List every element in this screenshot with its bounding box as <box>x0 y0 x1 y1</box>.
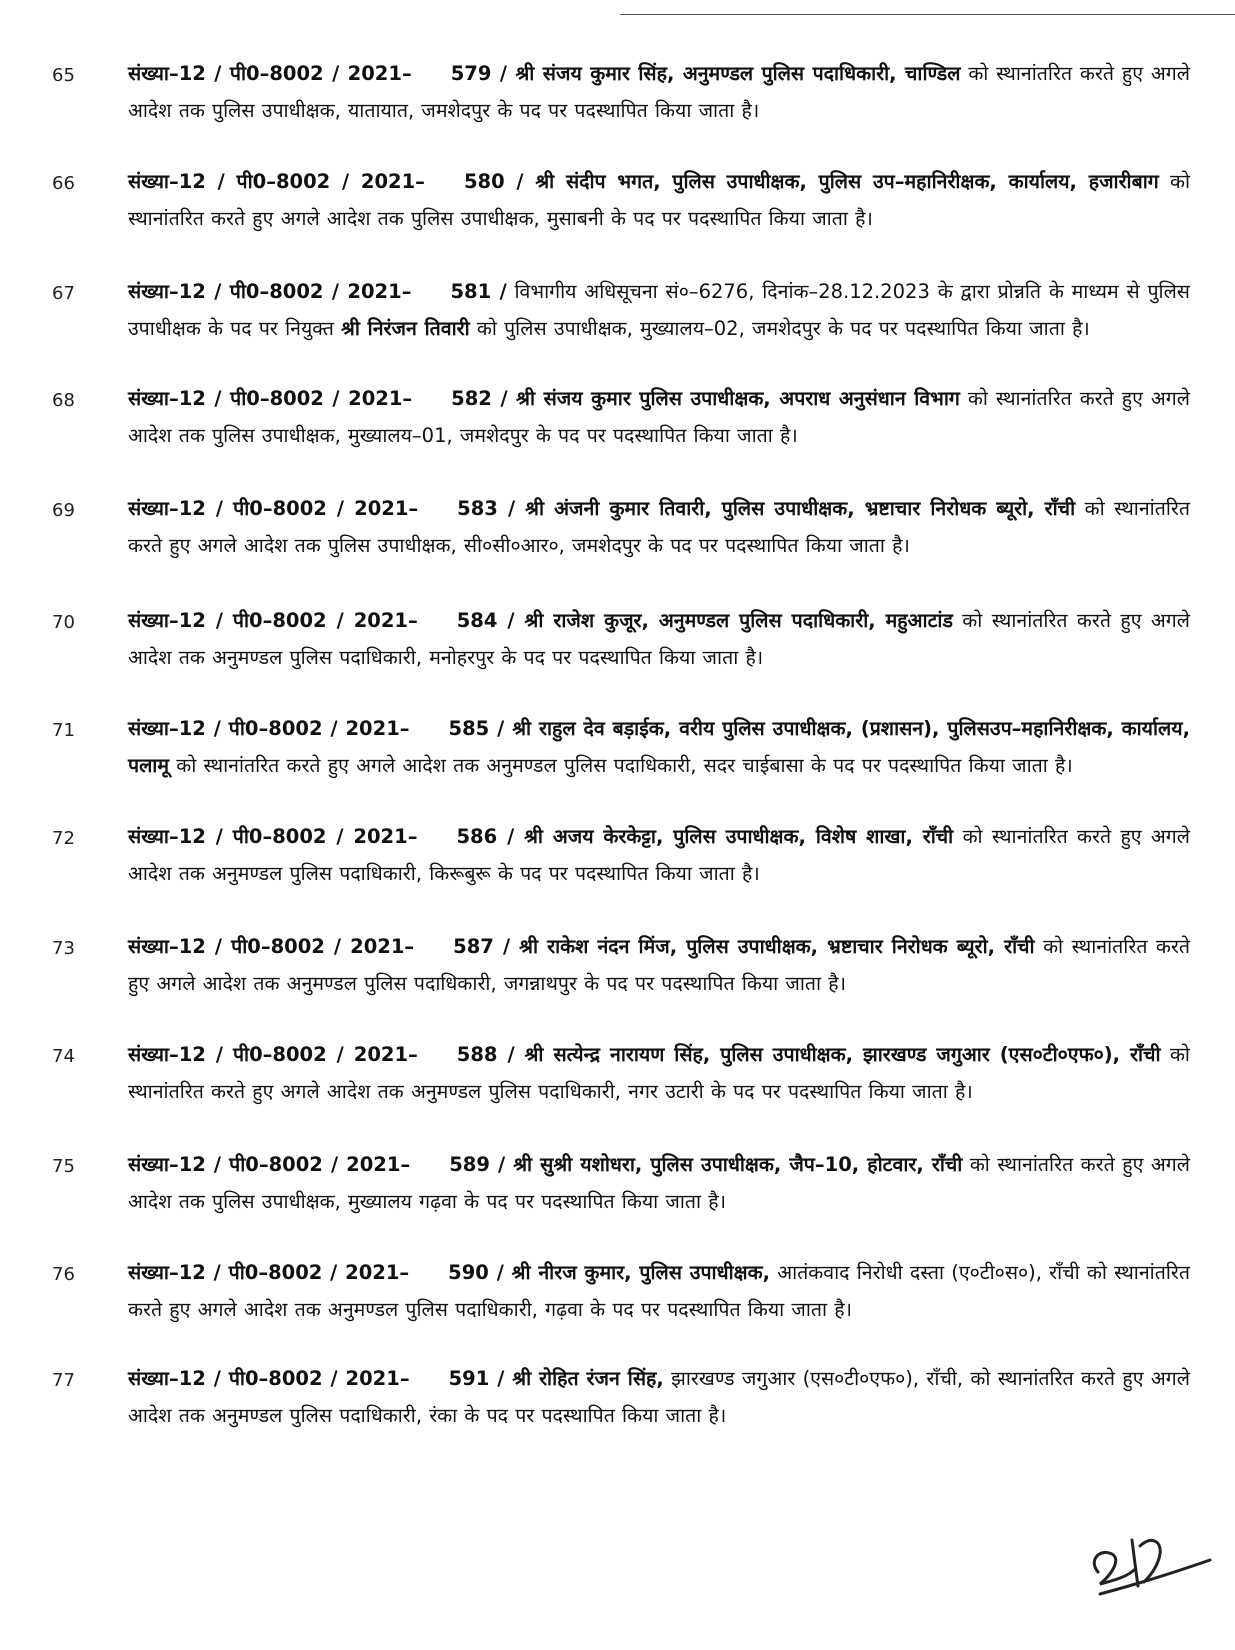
order-number: 588 / <box>456 1043 515 1066</box>
entry-paragraph <box>128 380 1190 454</box>
order-text: को स्थानांतरित करते हुए अगले आदेश तक अनुमण्डल पुलिस पदाधिकारी, सदर चाईबासा के पद पर पदस्थापित किया जाता है। <box>169 754 1073 777</box>
memo-reference-number: संख्या–12 / पी0–8002 / 2021– <box>128 62 412 85</box>
order-text: आतंकवाद निरोधी दस्ता (ए०टी०स०), राँची को स्थानांतरित करते हुए अगले आदेश तक अनुमण्डल पुलिस पदाधिकारी, गढ़वा के पद पर पदस्थापित किया जाता है। <box>128 1261 1190 1321</box>
entry-serial-number: 67 <box>52 283 75 304</box>
entry-paragraph <box>128 1146 1190 1220</box>
memo-reference-number: संख्या–12 / पी0–8002 / 2021– <box>128 1043 418 1066</box>
memo-reference-number: संख्या–12 / पी0–8002 / 2021– <box>128 280 412 303</box>
order-text: को स्थानांतरित करते हुए अगले आदेश तक पुलिस उपाधीक्षक, मुख्यालय–01, जमशेदपुर के पद पर पदस्थापित किया जाता है। <box>128 387 1190 447</box>
entry-serial-number: 74 <box>52 1046 75 1067</box>
entry-serial-number: 71 <box>52 720 75 741</box>
officer-and-posting: श्री संदीप भगत, पुलिस उपाधीक्षक, पुलिस उप–महानिरीक्षक, कार्यालय, हजारीबाग <box>523 170 1159 193</box>
entry-paragraph <box>128 1254 1190 1328</box>
order-number: 580 / <box>463 170 524 193</box>
entry-paragraph <box>128 163 1190 237</box>
order-text: को स्थानांतरित करते हुए अगले आदेश तक पुलिस उपाधीक्षक, मुख्यालय गढ़वा के पद पर पदस्थापित किया जाता है। <box>128 1153 1190 1213</box>
order-number: 585 / <box>448 717 505 740</box>
order-number: 582 / <box>451 387 508 410</box>
order-text: को स्थानांतरित करते हुए अगले आदेश तक पुलिस उपाधीक्षक, मुसाबनी के पद पर पदस्थापित किया जाता है। <box>128 170 1190 230</box>
memo-reference-number: संख्या–12 / पी0–8002 / 2021– <box>128 825 418 848</box>
entry-paragraph <box>128 1360 1190 1434</box>
order-number: 589 / <box>449 1153 506 1176</box>
officer-and-posting: श्री अजय केरकेट्टा, पुलिस उपाधीक्षक, विशेष शाखा, राँची <box>514 825 954 848</box>
entry-serial-number: 75 <box>52 1156 75 1177</box>
entry-serial-number: 73 <box>52 938 75 959</box>
entry-paragraph <box>128 490 1190 564</box>
officer-and-posting: श्री राकेश नंदन मिंज, पुलिस उपाधीक्षक, भ्रष्टाचार निरोधक ब्यूरो, राँची <box>510 935 1035 958</box>
memo-reference-number: संख्या–12 / पी0–8002 / 2021– <box>128 717 410 740</box>
officer-and-posting: श्री राहुल देव बड़ाईक, वरीय पुलिस उपाधीक्षक, (प्रशासन), पुलिसउप–महानिरीक्षक, कार्यालय, पलामू <box>128 717 1190 777</box>
order-text: को स्थानांतरित करते हुए अगले आदेश तक पुलिस उपाधीक्षक, सी०सी०आर०, जमशेदपुर के पद पर पदस्थापित किया जाता है। <box>128 497 1190 557</box>
memo-reference-number: संख्या–12 / पी0–8002 / 2021– <box>128 170 425 193</box>
officer-and-posting: श्री सुश्री यशोधरा, पुलिस उपाधीक्षक, जैप–10, होटवार, राँची <box>505 1153 963 1176</box>
order-number: 583 / <box>457 497 516 520</box>
entry-paragraph <box>128 710 1190 784</box>
entry-serial-number: 66 <box>52 173 75 194</box>
memo-reference-number: संख्या–12 / पी0–8002 / 2021– <box>128 387 413 410</box>
officer-and-posting: श्री अंजनी कुमार तिवारी, पुलिस उपाधीक्षक, भ्रष्टाचार निरोधक ब्यूरो, राँची <box>515 497 1076 520</box>
entry-paragraph <box>128 818 1190 892</box>
officer-and-posting: श्री संजय कुमार सिंह, अनुमण्डल पुलिस पदाधिकारी, चाण्डिल <box>507 62 961 85</box>
entry-serial-number: 72 <box>52 828 75 849</box>
order-text: को पुलिस उपाधीक्षक, मुख्यालय–02, जमशेदपुर के पद पर पदस्थापित किया जाता है। <box>469 317 1090 340</box>
officer-and-posting: श्री राजेश कुजूर, अनुमण्डल पुलिस पदाधिकारी, महुआटांड <box>514 609 953 632</box>
order-number: 581 / <box>450 280 507 303</box>
memo-reference-number: संख्या–12 / पी0–8002 / 2021– <box>128 1367 410 1390</box>
order-text: को स्थानांतरित करते हुए अगले आदेश तक अनुमण्डल पुलिस पदाधिकारी, जगन्नाथपुर के पद पर पदस्थापित किया जाता है। <box>128 935 1190 995</box>
order-text: को स्थानांतरित करते हुए अगले आदेश तक पुलिस उपाधीक्षक, यातायात, जमशेदपुर के पद पर पदस्थापित किया जाता है। <box>128 62 1190 122</box>
handwritten-initials <box>1070 1510 1220 1600</box>
officer-and-posting: श्री संजय कुमार पुलिस उपाधीक्षक, अपराध अनुसंधान विभाग <box>507 387 960 410</box>
memo-reference-number: संख्या–12 / पी0–8002 / 2021– <box>128 935 415 958</box>
entry-serial-number: 68 <box>52 390 75 411</box>
memo-reference-number: संख्या–12 / पी0–8002 / 2021– <box>128 1261 410 1284</box>
order-number: 579 / <box>450 62 507 85</box>
officer-and-posting: श्री नीरज कुमार, पुलिस उपाधीक्षक, <box>503 1261 770 1284</box>
order-number: 587 / <box>453 935 511 958</box>
order-number: 586 / <box>456 825 515 848</box>
order-text: को स्थानांतरित करते हुए अगले आदेश तक अनुमण्डल पुलिस पदाधिकारी, किरूबुरू के पद पर पदस्थापित किया जाता है। <box>128 825 1190 885</box>
order-text: को स्थानांतरित करते हुए अगले आदेश तक अनुमण्डल पुलिस पदाधिकारी, मनोहरपुर के पद पर पदस्थापित किया जाता है। <box>128 609 1190 669</box>
order-text: को स्थानांतरित करते हुए अगले आदेश तक अनुमण्डल पुलिस पदाधिकारी, नगर उटारी के पद पर पदस्थापित किया जाता है। <box>128 1043 1190 1103</box>
order-number: 584 / <box>456 609 515 632</box>
entry-paragraph <box>128 1036 1190 1110</box>
officer-and-posting: श्री सत्येन्द्र नारायण सिंह, पुलिस उपाधीक्षक, झारखण्ड जगुआर (एस०टी०एफ०), राँची <box>514 1043 1161 1066</box>
entry-serial-number: 70 <box>52 612 75 633</box>
memo-reference-number: संख्या–12 / पी0–8002 / 2021– <box>128 497 419 520</box>
order-number: 591 / <box>448 1367 505 1390</box>
entry-serial-number: 69 <box>52 500 75 521</box>
entry-paragraph <box>128 602 1190 676</box>
officer-and-posting: श्री निरंजन तिवारी <box>341 317 470 340</box>
order-text: झारखण्ड जगुआर (एस०टी०एफ०), राँची, को स्थानांतरित करते हुए अगले आदेश तक अनुमण्डल पुलिस पदाधिकारी, रंका के पद पर पदस्थापित किया जाता है। <box>128 1367 1190 1427</box>
order-number: 590 / <box>448 1261 504 1284</box>
memo-reference-number: संख्या–12 / पी0–8002 / 2021– <box>128 1153 411 1176</box>
entry-paragraph <box>128 273 1190 347</box>
entry-paragraph <box>128 55 1190 129</box>
entry-paragraph <box>128 928 1190 1002</box>
entry-serial-number: 65 <box>52 65 75 86</box>
memo-reference-number: संख्या–12 / पी0–8002 / 2021– <box>128 609 418 632</box>
entry-serial-number: 77 <box>52 1370 75 1391</box>
order-text: विभागीय अधिसूचना सं०–6276, दिनांक–28.12.2023 के द्वारा प्रोन्नति के माध्यम से पुलिस उपाधीक्षक के पद पर नियुक्त <box>128 280 1190 340</box>
officer-and-posting: श्री रोहित रंजन सिंह, <box>504 1367 664 1390</box>
entry-serial-number: 76 <box>52 1264 75 1285</box>
